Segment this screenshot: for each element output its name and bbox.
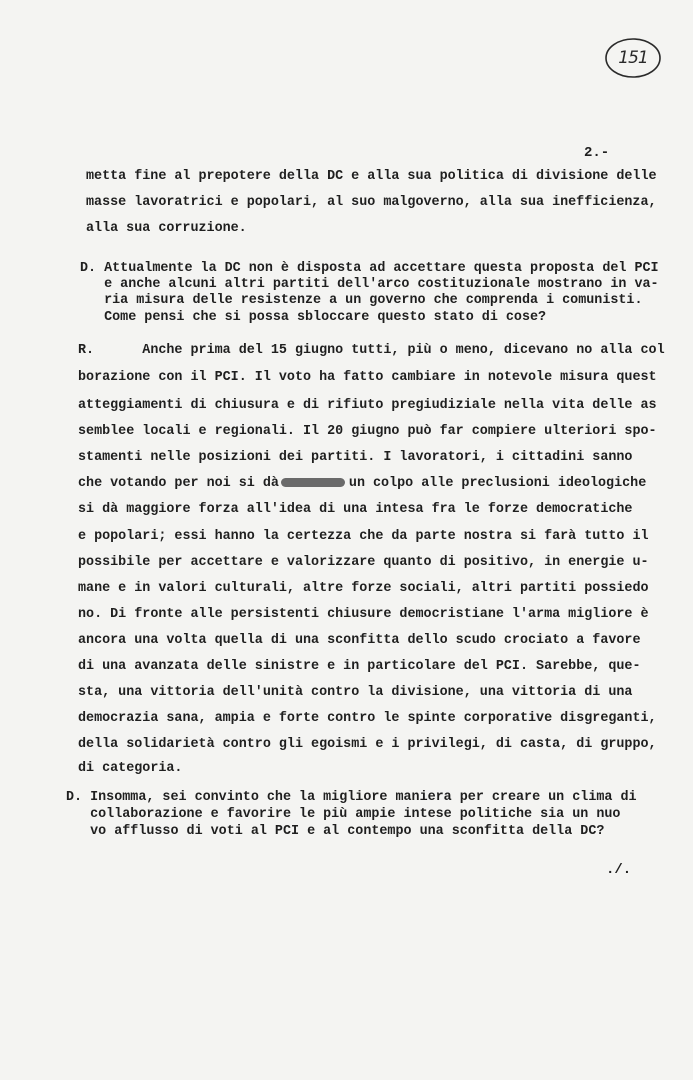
answer-line: di una avanzata delle sinistre e in particolare del PCI. Sarebbe, que- (78, 659, 641, 674)
question-line: collaborazione e favorire le più ampie intese politiche sia un nuo (66, 807, 621, 822)
question-line: vo afflusso di voti al PCI e al contempo una sconfitta della DC? (66, 824, 605, 839)
answer-line: stamenti nelle posizioni dei partiti. I lavoratori, i cittadini sanno (78, 450, 633, 465)
answer-text: un colpo alle preclusioni ideologiche (348, 476, 647, 491)
question-line: D. Attualmente la DC non è disposta ad accettare questa proposta del PCI (80, 261, 659, 276)
answer-line: democrazia sana, ampia e forte contro le spinte corporative disgreganti, (78, 711, 657, 726)
answer-line: borazione con il PCI. Il voto ha fatto cambiare in notevole misura quest (78, 370, 657, 385)
answer-line: e popolari; essi hanno la certezza che da parte nostra si farà tutto il (78, 529, 649, 544)
stamp-number: 151 (618, 48, 648, 68)
answer-line: mane e in valori culturali, altre forze sociali, altri partiti possiedo (78, 581, 649, 596)
answer-line: si dà maggiore forza all'idea di una intesa fra le forze democratiche (78, 502, 633, 517)
redaction-mark (281, 478, 345, 487)
answer-line: ancora una volta quella di una sconfitta dello scudo crociato a favore (78, 633, 641, 648)
answer-line: sta, una vittoria dell'unità contro la divisione, una vittoria di una (78, 685, 633, 700)
question-line: Come pensi che si possa sbloccare questo stato di cose? (80, 310, 547, 325)
intro-line: masse lavoratrici e popolari, al suo malgoverno, alla sua inefficienza, (86, 195, 657, 210)
answer-line: no. Di fronte alle persistenti chiusure democristiane l'arma migliore è (78, 607, 649, 622)
answer-line: di categoria. (78, 761, 183, 776)
question-line: e anche alcuni altri partiti dell'arco costituzionale mostrano in va- (80, 277, 659, 292)
intro-line: alla sua corruzione. (86, 221, 247, 236)
answer-line: semblee locali e regionali. Il 20 giugno può far compiere ulteriori spo- (78, 424, 657, 439)
archive-stamp (604, 36, 662, 80)
answer-line: della solidarietà contro gli egoismi e i privilegi, di casta, di gruppo, (78, 737, 657, 752)
answer-line: R. Anche prima del 15 giugno tutti, più o meno, dicevano no alla col (78, 343, 665, 358)
continuation-mark: ./. (606, 862, 632, 878)
question-line: ria misura delle resistenze a un governo che comprenda i comunisti. (80, 293, 643, 308)
answer-line: atteggiamenti di chiusura e di rifiuto pregiudiziale nella vita delle as (78, 398, 657, 413)
intro-line: metta fine al prepotere della DC e alla sua politica di divisione delle (86, 169, 657, 184)
answer-line: possibile per accettare e valorizzare quanto di positivo, in energie u- (78, 555, 649, 570)
page-number: 2.- (584, 145, 610, 161)
question-line: D. Insomma, sei convinto che la migliore maniera per creare un clima di (66, 790, 637, 805)
answer-text: che votando per noi si dà (78, 476, 279, 491)
answer-line (78, 476, 646, 492)
